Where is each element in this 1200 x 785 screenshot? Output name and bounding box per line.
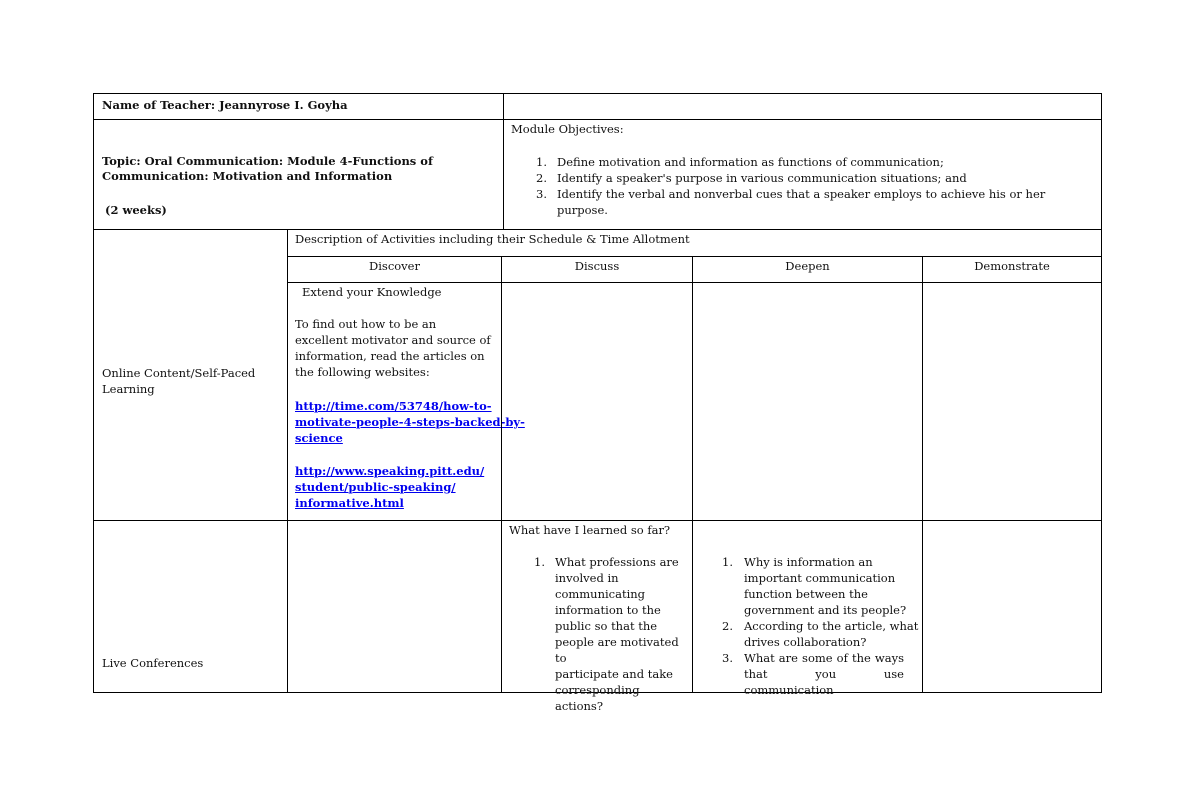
objectives-cell bbox=[503, 119, 1102, 230]
objective-item bbox=[511, 154, 1091, 170]
discover-link-1[interactable] bbox=[295, 398, 525, 446]
question-line: communicating bbox=[555, 587, 646, 601]
online-discuss-cell bbox=[501, 282, 693, 521]
phase-header-discover bbox=[287, 256, 502, 283]
online-label-line-2: Learning bbox=[102, 382, 155, 396]
live-label-cell bbox=[93, 520, 288, 693]
topic-line-2: Communication: Motivation and Information bbox=[102, 169, 393, 183]
phase-label: Deepen bbox=[785, 259, 830, 273]
question-num: 1. bbox=[534, 555, 545, 569]
deepen-question bbox=[697, 618, 922, 650]
online-label-line-1: Online Content/Self-Paced bbox=[102, 366, 256, 380]
topic-cell bbox=[93, 119, 504, 230]
objective-item bbox=[511, 170, 1091, 186]
question-line: According to the article, what bbox=[744, 619, 919, 633]
question-line: involved in bbox=[555, 571, 619, 585]
discuss-question bbox=[509, 554, 691, 714]
phase-header-demonstrate bbox=[922, 256, 1102, 283]
discuss-heading: What have I learned so far? bbox=[509, 523, 671, 537]
live-deepen-cell bbox=[692, 520, 923, 697]
objectives-list bbox=[511, 154, 1091, 218]
question-line: Why is information an bbox=[744, 555, 873, 569]
question-line: function between the bbox=[744, 587, 868, 601]
teacher-blank-cell bbox=[503, 93, 1102, 120]
topic-duration: (2 weeks) bbox=[105, 203, 167, 217]
deepen-question bbox=[697, 650, 922, 698]
discover-line: To find out how to be an bbox=[295, 317, 437, 331]
phase-label: Discover bbox=[369, 259, 420, 273]
deepen-question-list bbox=[697, 554, 922, 698]
link-line[interactable]: http://time.com/53748/how-to- bbox=[295, 399, 492, 413]
question-line: corresponding actions? bbox=[555, 683, 640, 713]
teacher-name: Name of Teacher: Jeannyrose I. Goyha bbox=[102, 98, 348, 112]
objective-num: 3. bbox=[536, 187, 547, 201]
link-line[interactable]: student/public-speaking/ bbox=[295, 480, 456, 494]
live-label: Live Conferences bbox=[102, 656, 204, 670]
question-line: people are motivated to bbox=[555, 635, 679, 665]
objective-text: Identify the verbal and nonverbal cues that a speaker employs to achieve his or her purpose. bbox=[557, 187, 1046, 217]
activities-heading: Description of Activities including their Schedule & Time Allotment bbox=[295, 232, 690, 246]
objective-num: 2. bbox=[536, 171, 547, 185]
question-num: 2. bbox=[722, 619, 733, 633]
question-line: public so that the bbox=[555, 619, 658, 633]
question-line: information to the bbox=[555, 603, 661, 617]
question-line: government and its people? bbox=[744, 603, 907, 617]
live-demonstrate-cell bbox=[922, 520, 1102, 693]
online-discover-cell bbox=[287, 282, 525, 521]
discover-line: information, read the articles on bbox=[295, 349, 485, 363]
objective-text: Define motivation and information as functions of communication; bbox=[557, 155, 944, 169]
online-demonstrate-cell bbox=[922, 282, 1102, 521]
online-label-cell bbox=[93, 229, 288, 521]
question-num: 3. bbox=[722, 651, 733, 665]
link-line[interactable]: motivate-people-4-steps-backed-by- bbox=[295, 415, 525, 429]
question-line: participate and take bbox=[555, 667, 673, 681]
deepen-question bbox=[697, 554, 922, 618]
teacher-name-cell bbox=[93, 93, 504, 120]
question-line: important communication bbox=[744, 571, 896, 585]
phase-label: Demonstrate bbox=[974, 259, 1050, 273]
question-line: drives collaboration? bbox=[744, 635, 867, 649]
link-line[interactable]: science bbox=[295, 431, 343, 445]
objective-item bbox=[511, 186, 1091, 218]
online-deepen-cell bbox=[692, 282, 923, 521]
link-line[interactable]: informative.html bbox=[295, 496, 404, 510]
question-line: What professions are bbox=[555, 555, 679, 569]
objectives-heading: Module Objectives: bbox=[511, 122, 624, 136]
topic-line-1: Topic: Oral Communication: Module 4-Functions of bbox=[102, 154, 433, 168]
question-line: What are some of the ways bbox=[744, 651, 904, 665]
discover-link-2[interactable] bbox=[295, 463, 484, 511]
discover-line: excellent motivator and source of bbox=[295, 333, 491, 347]
discover-line: the following websites: bbox=[295, 365, 430, 379]
objective-text: Identify a speaker's purpose in various communication situations; and bbox=[557, 171, 967, 185]
phase-label: Discuss bbox=[574, 259, 620, 273]
question-num: 1. bbox=[722, 555, 733, 569]
activities-heading-cell bbox=[287, 229, 1102, 257]
question-line: that you use communication bbox=[744, 667, 904, 697]
link-line[interactable]: http://www.speaking.pitt.edu/ bbox=[295, 464, 485, 478]
discuss-question-list bbox=[509, 554, 691, 714]
phase-header-discuss bbox=[501, 256, 693, 283]
live-discover-cell bbox=[287, 520, 502, 693]
phase-header-deepen bbox=[692, 256, 923, 283]
objective-num: 1. bbox=[536, 155, 547, 169]
discover-title: Extend your Knowledge bbox=[302, 285, 442, 299]
live-discuss-cell bbox=[501, 520, 693, 713]
